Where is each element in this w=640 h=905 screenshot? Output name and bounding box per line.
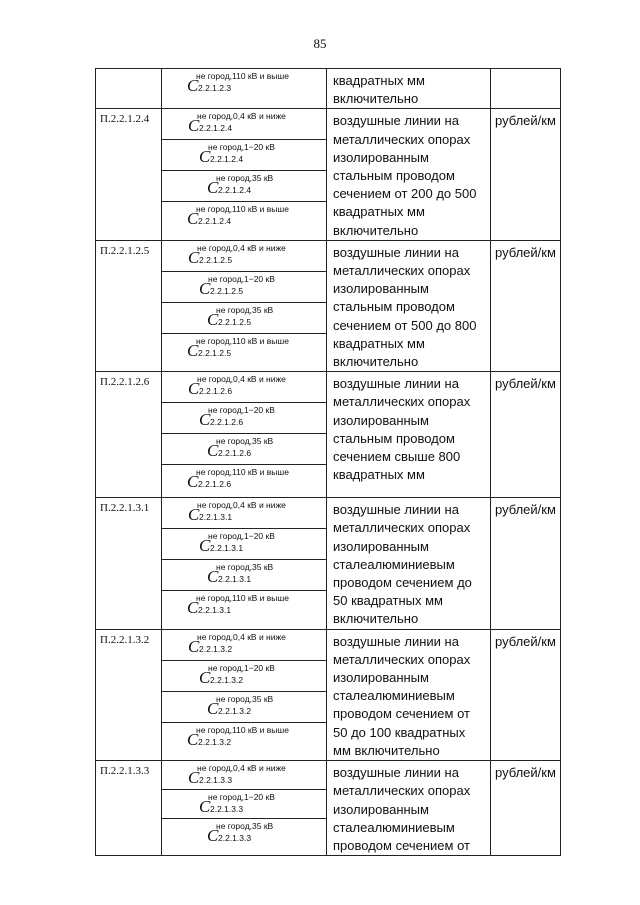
formula-subscript: 2.2.1.2.5: [210, 285, 244, 296]
description-line: металлических опорах: [333, 263, 471, 279]
description-line: изолированным: [333, 412, 429, 428]
description-line: воздушные линии на: [333, 633, 459, 649]
formula-letter: C: [199, 410, 211, 430]
code-cell: П.2.2.1.3.2: [96, 629, 162, 760]
formula-subscript: 2.2.1.3.1: [198, 605, 232, 616]
unit-cell: [491, 69, 561, 109]
code-cell: П.2.2.1.2.6: [96, 372, 162, 498]
formula-item: [162, 529, 326, 560]
unit-cell: рублей/км: [491, 498, 561, 629]
code-cell: П.2.2.1.2.5: [96, 240, 162, 371]
formula-letter: C: [188, 116, 200, 136]
description-line: сталеалюминиевым: [333, 556, 455, 572]
formula-letter: C: [207, 309, 219, 329]
formula-superscript: не город,1−20 кВ: [208, 662, 275, 673]
formula-item: [162, 591, 326, 622]
formula-subscript: 2.2.1.2.6: [210, 417, 244, 428]
formula-superscript: не город,1−20 кВ: [208, 531, 275, 542]
table-row: [96, 761, 561, 856]
formula-subscript: 2.2.1.3.2: [218, 705, 252, 716]
description-cell: [327, 629, 491, 760]
description-line: сечением от 200 до 500: [333, 186, 477, 202]
formula-subscript: 2.2.1.3.2: [210, 674, 244, 685]
formula-subscript: 2.2.1.3.3: [210, 804, 244, 815]
description-line: изолированным: [333, 670, 429, 686]
unit-cell: рублей/км: [491, 372, 561, 498]
table-row: [96, 498, 561, 629]
description-line: изолированным: [333, 538, 429, 554]
formula-subscript: 2.2.1.2.3: [198, 83, 232, 93]
description-line: сталеалюминиевым: [333, 688, 455, 704]
description-line: проводом сечением от: [333, 706, 470, 722]
description-cell: [327, 69, 491, 109]
formula-item: [162, 434, 326, 465]
description-cell: [327, 372, 491, 498]
formula-letter: C: [199, 667, 211, 687]
formula-item: [162, 819, 326, 850]
formula-superscript: не город,0,4 кВ и ниже: [197, 242, 286, 253]
symbol-cell: [162, 109, 327, 240]
formula-item: [162, 272, 326, 303]
formula-subscript: 2.2.1.2.4: [218, 185, 252, 196]
formula-item: [162, 723, 326, 755]
formula-subscript: 2.2.1.3.2: [199, 643, 233, 654]
description-line: квадратных мм: [333, 73, 425, 88]
formula-item: [162, 465, 326, 497]
formula-subscript: 2.2.1.2.5: [218, 316, 252, 327]
formula-letter: C: [188, 636, 200, 656]
description-line: включительно: [333, 222, 419, 238]
formula-superscript: не город,0,4 кВ и ниже: [197, 763, 286, 774]
code-cell: [96, 69, 162, 109]
description-line: 50 квадратных мм: [333, 593, 443, 609]
formula-subscript: 2.2.1.3.3: [218, 833, 252, 844]
description-line: стальным проводом: [333, 299, 455, 315]
formula-item: [162, 202, 326, 233]
tariff-table-body: [96, 69, 561, 856]
formula-item: [162, 303, 326, 334]
description-line: стальным проводом: [333, 168, 455, 184]
formula-item: [162, 790, 326, 819]
formula-superscript: не город,35 кВ: [216, 436, 274, 447]
formula-superscript: не город,35 кВ: [216, 173, 274, 184]
formula-superscript: не город,35 кВ: [216, 693, 274, 704]
formula-subscript: 2.2.1.2.6: [218, 448, 252, 459]
formula-item: [162, 661, 326, 692]
description-cell: [327, 498, 491, 629]
formula-superscript: не город,0,4 кВ и ниже: [197, 111, 286, 122]
formula-subscript: 2.2.1.3.3: [199, 775, 233, 786]
description-line: воздушные линии на: [333, 765, 459, 781]
description-line: воздушные линии на: [333, 376, 459, 392]
description-line: металлических опорах: [333, 394, 471, 410]
description-line: изолированным: [333, 801, 429, 817]
formula-item: [162, 372, 326, 403]
table-row: [96, 372, 561, 498]
formula-subscript: 2.2.1.3.2: [198, 736, 232, 747]
description-line: сталеалюминиевым: [333, 819, 455, 835]
formula-letter: C: [187, 729, 199, 749]
symbol-cell: [162, 240, 327, 371]
formula-superscript: не город,110 кВ и выше: [196, 593, 289, 604]
table-row: [96, 109, 561, 240]
formula-item: [162, 560, 326, 591]
description-line: включительно: [333, 91, 419, 107]
unit-cell: рублей/км: [491, 109, 561, 240]
table-row-continuation: [96, 69, 561, 109]
tariff-table: [95, 68, 561, 856]
formula-letter: C: [207, 567, 219, 587]
description-line: воздушные линии на: [333, 244, 459, 260]
formula-letter: C: [207, 826, 219, 846]
formula-item: [162, 69, 326, 101]
formula-superscript: не город,110 кВ и выше: [196, 71, 289, 81]
description-line: проводом сечением от: [333, 837, 470, 853]
description-cell: [327, 109, 491, 240]
formula-superscript: не город,110 кВ и выше: [196, 335, 289, 346]
formula-letter: C: [207, 441, 219, 461]
table-row: [96, 629, 561, 760]
formula-item: [162, 630, 326, 661]
formula-superscript: не город,35 кВ: [216, 821, 274, 832]
formula-item: [162, 692, 326, 723]
formula-superscript: не город,1−20 кВ: [208, 405, 275, 416]
formula-letter: C: [199, 278, 211, 298]
formula-item: [162, 140, 326, 171]
formula-superscript: не город,1−20 кВ: [208, 142, 275, 153]
formula-subscript: 2.2.1.3.1: [210, 543, 244, 554]
formula-subscript: 2.2.1.3.1: [218, 574, 252, 585]
table-row: [96, 240, 561, 371]
unit-cell: рублей/км: [491, 761, 561, 856]
symbol-cell: [162, 69, 327, 109]
symbol-cell: [162, 761, 327, 856]
unit-cell: рублей/км: [491, 240, 561, 371]
description-line: мм включительно: [333, 742, 440, 758]
code-cell: П.2.2.1.3.1: [96, 498, 162, 629]
formula-subscript: 2.2.1.2.5: [198, 347, 232, 358]
formula-letter: C: [187, 472, 199, 492]
formula-superscript: не город,35 кВ: [216, 562, 274, 573]
formula-letter: C: [188, 768, 200, 788]
code-cell: П.2.2.1.2.4: [96, 109, 162, 240]
description-line: воздушные линии на: [333, 113, 459, 129]
symbol-cell: [162, 372, 327, 498]
formula-item: [162, 498, 326, 529]
description-line: квадратных мм: [333, 335, 425, 351]
formula-item: [162, 334, 326, 366]
page-number: 85: [313, 36, 327, 51]
formula-item: [162, 241, 326, 272]
description-line: 50 до 100 квадратных: [333, 724, 466, 740]
symbol-cell: [162, 629, 327, 760]
symbol-cell: [162, 498, 327, 629]
formula-subscript: 2.2.1.2.4: [198, 216, 232, 227]
formula-item: [162, 171, 326, 202]
formula-subscript: 2.2.1.2.4: [199, 123, 233, 134]
description-line: металлических опорах: [333, 131, 471, 147]
formula-letter: C: [188, 247, 200, 267]
description-cell: [327, 761, 491, 856]
description-line: сечением от 500 до 800: [333, 317, 477, 333]
description-line: включительно: [333, 354, 419, 370]
formula-superscript: не город,0,4 кВ и ниже: [197, 631, 286, 642]
description-line: проводом сечением до: [333, 575, 472, 591]
formula-letter: C: [199, 147, 211, 167]
formula-letter: C: [188, 505, 200, 525]
formula-superscript: не город,110 кВ и выше: [196, 724, 289, 735]
formula-superscript: не город,35 кВ: [216, 304, 274, 315]
formula-superscript: не город,110 кВ и выше: [196, 467, 289, 478]
formula-item: [162, 761, 326, 790]
description-cell: [327, 240, 491, 371]
description-line: квадратных мм: [333, 467, 425, 483]
formula-subscript: 2.2.1.2.4: [210, 154, 244, 165]
formula-subscript: 2.2.1.3.1: [199, 512, 233, 523]
description-line: металлических опорах: [333, 783, 471, 799]
description-line: воздушные линии на: [333, 502, 459, 518]
formula-letter: C: [187, 340, 199, 360]
formula-subscript: 2.2.1.2.6: [199, 386, 233, 397]
description-line: сечением свыше 800: [333, 449, 461, 465]
formula-superscript: не город,110 кВ и выше: [196, 204, 289, 215]
formula-letter: C: [187, 76, 199, 95]
description-line: изолированным: [333, 149, 429, 165]
description-line: металлических опорах: [333, 651, 471, 667]
unit-cell: рублей/км: [491, 629, 561, 760]
formula-superscript: не город,0,4 кВ и ниже: [197, 374, 286, 385]
formula-letter: C: [187, 598, 199, 618]
formula-subscript: 2.2.1.2.6: [198, 479, 232, 490]
formula-item: [162, 109, 326, 140]
formula-subscript: 2.2.1.2.5: [199, 254, 233, 265]
code-cell: П.2.2.1.3.3: [96, 761, 162, 856]
formula-letter: C: [188, 379, 200, 399]
description-line: стальным проводом: [333, 430, 455, 446]
formula-letter: C: [199, 536, 211, 556]
description-line: изолированным: [333, 281, 429, 297]
formula-superscript: не город,1−20 кВ: [208, 273, 275, 284]
formula-letter: C: [199, 797, 211, 817]
description-line: включительно: [333, 611, 419, 627]
description-line: квадратных мм: [333, 204, 425, 220]
description-line: металлических опорах: [333, 520, 471, 536]
formula-letter: C: [187, 209, 199, 229]
formula-superscript: не город,0,4 кВ и ниже: [197, 500, 286, 511]
formula-letter: C: [207, 698, 219, 718]
formula-item: [162, 403, 326, 434]
formula-superscript: не город,1−20 кВ: [208, 792, 275, 803]
formula-letter: C: [207, 178, 219, 198]
